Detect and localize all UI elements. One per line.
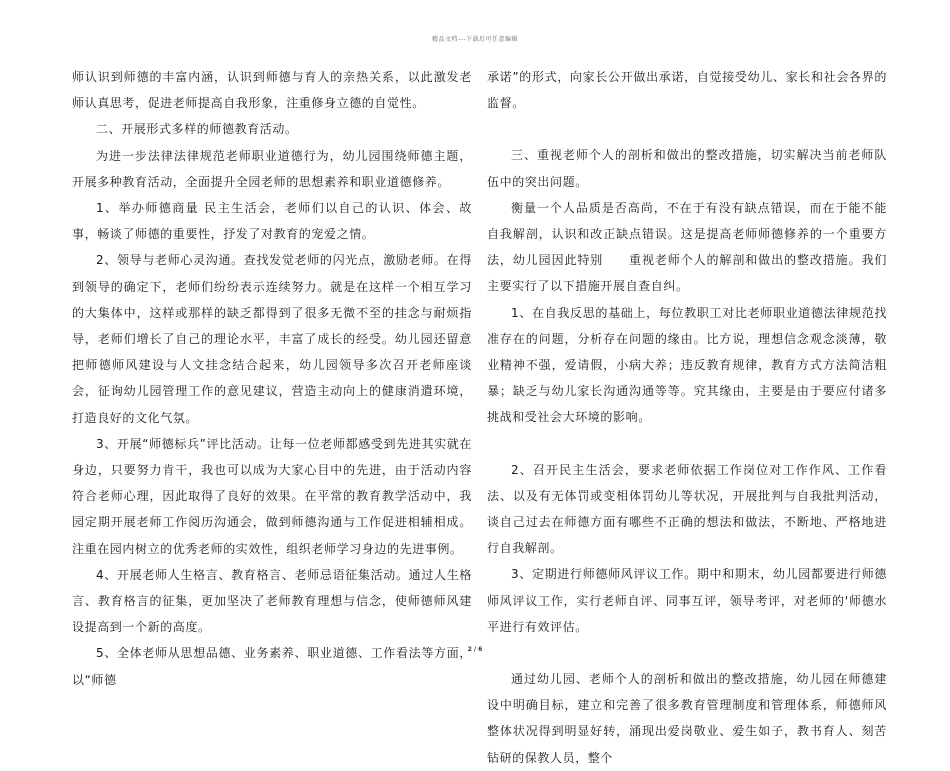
paragraph: 2、召开民主生活会，要求老师依据工作岗位对工作作风、工作看法、以及有无体罚或变相体罚幼儿等状况，开展批判与自我批判活动，谈自己过去在师德方面有哪些不正确的想法和做法，不断地、严格地进行自我解剖。 <box>487 462 887 556</box>
paragraph-gap <box>487 640 887 666</box>
paragraph: 3、定期进行师德师风评议工作。期中和期末，幼儿园都要进行师德师风评议工作，实行老师自评、同事互评，领导考评，对老师的'师德水平进行有效评估。 <box>487 567 887 634</box>
paragraph: 4、开展老师人生格言、教育格言、老师忌语征集活动。通过人生格言、教育格言的征集，更加坚决了老师教育理想与信念，使师德师风建设提高到一个新的高度。 <box>72 567 472 635</box>
paragraph-gap <box>487 431 887 457</box>
page-number: 2 / 6 <box>467 646 483 653</box>
page-header: 精品文档---下载后可任意编辑 <box>432 36 518 43</box>
paragraph: 衡量一个人品质是否高尚，不在于有没有缺点错误，而在于能不能自我解剖，认识和改正缺点错误。这是提高老师师德修养的一个重要方法，幼儿园因此特别 重视老师个人的解剖和做出的整改措施。我们主要实行了以下措施开展自查自纠。 <box>487 200 887 294</box>
paragraph: 通过幼儿园、老师个人的剖析和做出的整改措施，幼儿园在师德建设中明确目标，建立和完善了很多教育管理制度和管理体系，师德师风整体状况得到明显好转，涌现出爱岗敬业、爱生如子，教书育人、刻苦钻研的保教人员，整个 <box>487 672 887 765</box>
paragraph: 2、领导与老师心灵沟通。查找发觉老师的闪光点，激励老师。在得到领导的确定下，老师们纷纷表示连续努力。就是在这样一个相互学习的大集体中，这样或那样的缺乏都得到了很多无微不至的挂念与耐烦指导，老师们增长了自己的理论水平，丰富了成长的经受。幼儿园还留意把师德师风建设与人文挂念结合起来，幼儿园领导多次召开老师座谈会，征询幼儿园管理工作的意见建议，营造主动向上的健康消遣环境，打造良好的文化气氛。 <box>72 253 472 425</box>
right-text-column <box>487 64 887 771</box>
paragraph: 1、举办师德商量 民主生活会，老师们以自己的认识、体会、故事，畅谈了师德的重要性，抒发了对教育的宠爱之情。 <box>72 201 472 242</box>
paragraph: 3、开展“师德标兵”评比活动。让每一位老师都感受到先进其实就在身边，只要努力肯干，我也可以成为大家心目中的先进，由于活动内容符合老师心理，因此取得了良好的效果。在平常的教育教学活动中，我园定期开展老师工作阅历沟通会，做到师德沟通与工作促进相辅相成。注重在园内树立的优秀老师的实效性，组织老师学习身边的先进事例。 <box>72 436 472 556</box>
paragraph: 二、开展形式多样的师德教育活动。 <box>96 122 298 137</box>
paragraph: 师认识到师德的丰富内涵，认识到师德与育人的亲热关系，以此激发老师认真思考，促进老师提高自我形象，注重修身立德的自觉性。 <box>72 70 472 111</box>
paragraph: 5、全体老师从思想品德、业务素养、职业道德、工作看法等方面，以“师德 <box>72 646 472 687</box>
paragraph: 承诺”的形式，向家长公开做出承诺，自觉接受幼儿、家长和社会各界的监督。 <box>487 70 887 111</box>
left-text-column <box>72 64 472 693</box>
paragraph: 1、在自我反思的基础上，每位教职工对比老师职业道德法律规范找准存在的问题，分析存在问题的缘由。比方说，理想信念观念淡薄，敬业精神不强，爱请假，小病大养；违反教育规律，教育方式方法简洁粗暴；缺乏与幼儿家长沟通沟通等等。究其缘由，主要是由于要应付诸多挑战和受社会大环境的影响。 <box>487 305 887 425</box>
paragraph-gap <box>487 116 887 142</box>
paragraph: 为进一步法律法律规范老师职业道德行为，幼儿园围绕师德主题，开展多种教育活动，全面提升全园老师的思想素养和职业道德修养。 <box>72 148 472 189</box>
paragraph: 三、重视老师个人的剖析和做出的整改措施，切实解决当前老师队伍中的突出问题。 <box>487 148 887 189</box>
